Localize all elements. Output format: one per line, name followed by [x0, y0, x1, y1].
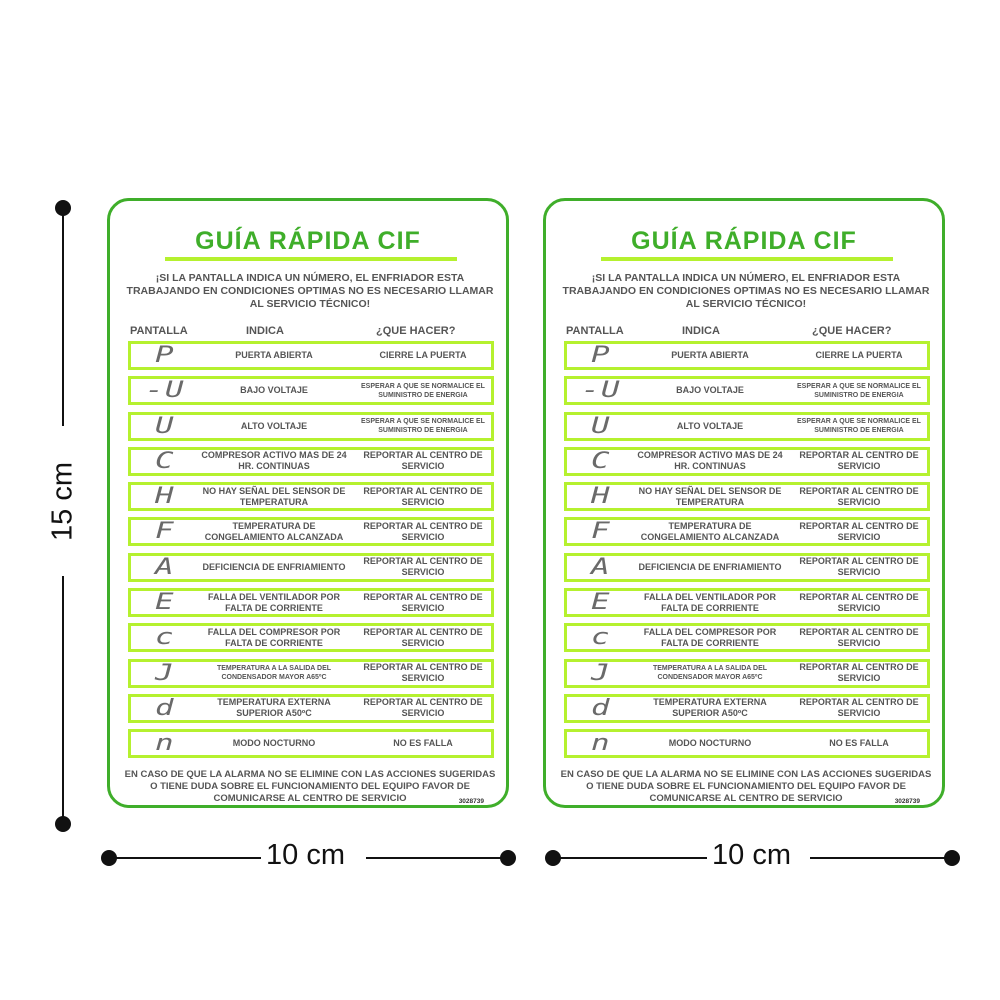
indica-cell: NO HAY SEÑAL DEL SENSOR DE TEMPERATURA [202, 485, 346, 507]
column-headers [110, 325, 506, 339]
height-dimension-line-bottom [62, 576, 64, 824]
indica-cell: BAJO VOLTAJE [676, 385, 744, 396]
width-dimension-line-left-a [109, 857, 261, 859]
que-hacer-cell: REPORTAR AL CENTRO DE SERVICIO [363, 626, 483, 648]
indica-cell: NO HAY SEÑAL DEL SENSOR DE TEMPERATURA [638, 485, 782, 507]
indica-cell: FALLA DEL COMPRESOR POR FALTA DE CORRIENTE [643, 626, 777, 648]
display-code: -U [581, 378, 621, 404]
table-row [564, 659, 930, 688]
display-code: c [155, 625, 175, 651]
que-hacer-cell: CIERRE LA PUERTA [379, 350, 467, 360]
que-hacer-cell: REPORTAR AL CENTRO DE SERVICIO [363, 697, 483, 719]
display-code: H [591, 484, 611, 510]
table-row [564, 376, 930, 405]
indica-cell: COMPRESOR ACTIVO MAS DE 24 HR. CONTINUAS [637, 450, 783, 472]
que-hacer-cell: CIERRE LA PUERTA [815, 350, 903, 360]
guide-card-left [107, 198, 509, 808]
intro-text: ¡SI LA PANTALLA INDICA UN NÚMERO, EL ENFRIADOR ESTA TRABAJANDO EN CONDICIONES OPTIMAS NO ES NECESARIO LLAMAR AL SERVICIO TÉCNICO! [562, 272, 930, 310]
table-row [128, 623, 494, 652]
que-hacer-cell: ESPERAR A QUE SE NORMALICE EL SUMINISTRO DE ENERGIA [361, 418, 485, 435]
indica-cell: ALTO VOLTAJE [676, 420, 744, 431]
indica-cell: FALLA DEL VENTILADOR POR FALTA DE CORRIENTE [207, 591, 340, 613]
title-underline [601, 257, 893, 261]
indica-cell: TEMPERATURA DE CONGELAMIENTO ALCANZADA [204, 520, 344, 542]
que-hacer-cell: REPORTAR AL CENTRO DE SERVICIO [799, 450, 919, 472]
indica-cell: COMPRESOR ACTIVO MAS DE 24 HR. CONTINUAS [201, 450, 347, 472]
product-code: 3028739 [894, 798, 920, 805]
que-hacer-cell: REPORTAR AL CENTRO DE SERVICIO [363, 450, 483, 472]
column-headers [546, 325, 942, 339]
width-dimension-line-right-b [810, 857, 952, 859]
table-row [128, 659, 494, 688]
display-code: F [591, 519, 611, 545]
header-que-hacer: ¿QUE HACER? [812, 325, 892, 337]
table-row [128, 553, 494, 582]
product-code: 3028739 [458, 798, 484, 805]
display-code: d [155, 695, 175, 721]
display-code: n [155, 731, 175, 757]
height-dimension-label: 15 cm [46, 462, 79, 541]
display-code: C [155, 448, 175, 474]
width-dimension-label-right: 10 cm [712, 839, 791, 871]
header-que-hacer: ¿QUE HACER? [376, 325, 456, 337]
display-code: F [155, 519, 175, 545]
header-indica: INDICA [246, 325, 284, 337]
indica-cell: TEMPERATURA DE CONGELAMIENTO ALCANZADA [640, 520, 780, 542]
table-row [128, 517, 494, 546]
indica-cell: TEMPERATURA A LA SALIDA DEL CONDENSADOR MAYOR A65ºC [652, 665, 768, 682]
dimension-dot-bottom [55, 816, 71, 832]
que-hacer-cell: REPORTAR AL CENTRO DE SERVICIO [799, 626, 919, 648]
display-code: P [591, 343, 611, 368]
que-hacer-cell: REPORTAR AL CENTRO DE SERVICIO [799, 697, 919, 719]
width-dimension-line-left-b [366, 857, 508, 859]
table-row [128, 482, 494, 511]
display-code: J [591, 660, 611, 686]
indica-cell: PUERTA ABIERTA [671, 350, 749, 360]
table-row [128, 694, 494, 723]
table-row [128, 412, 494, 441]
table-row [564, 623, 930, 652]
indica-cell: MODO NOCTURNO [668, 738, 752, 749]
header-pantalla: PANTALLA [566, 325, 624, 337]
que-hacer-cell: ESPERAR A QUE SE NORMALICE EL SUMINISTRO DE ENERGIA [797, 418, 921, 435]
table-row [564, 447, 930, 476]
indica-cell: BAJO VOLTAJE [240, 385, 308, 396]
table-row [128, 447, 494, 476]
code-table [128, 341, 494, 765]
que-hacer-cell: ESPERAR A QUE SE NORMALICE EL SUMINISTRO DE ENERGIA [797, 382, 921, 399]
que-hacer-cell: REPORTAR AL CENTRO DE SERVICIO [363, 556, 483, 578]
card-title: GUÍA RÁPIDA CIF [631, 227, 857, 255]
display-code: A [155, 554, 175, 580]
table-row [128, 729, 494, 758]
que-hacer-cell: REPORTAR AL CENTRO DE SERVICIO [799, 662, 919, 684]
table-row [564, 588, 930, 617]
table-row [564, 341, 930, 370]
indica-cell: TEMPERATURA A LA SALIDA DEL CONDENSADOR MAYOR A65ºC [216, 665, 332, 682]
que-hacer-cell: REPORTAR AL CENTRO DE SERVICIO [363, 520, 483, 542]
display-code: E [591, 590, 611, 616]
display-code: c [591, 625, 611, 651]
display-code: J [155, 660, 175, 686]
que-hacer-cell: NO ES FALLA [829, 738, 889, 749]
indica-cell: ALTO VOLTAJE [240, 420, 308, 431]
display-code: A [591, 554, 611, 580]
footer-text: EN CASO DE QUE LA ALARMA NO SE ELIMINE CON LAS ACCIONES SUGERIDAS O TIENE DUDA SOBRE EL FUNCIONAMIENTO DEL EQUIPO FAVOR DE COMUNICARSE AL CENTRO DE SERVICIO [124, 769, 496, 804]
width-dimension-label-left: 10 cm [266, 839, 345, 871]
indica-cell: DEFICIENCIA DE ENFRIAMIENTO [638, 561, 782, 572]
que-hacer-cell: REPORTAR AL CENTRO DE SERVICIO [363, 485, 483, 507]
table-row [564, 482, 930, 511]
intro-text: ¡SI LA PANTALLA INDICA UN NÚMERO, EL ENFRIADOR ESTA TRABAJANDO EN CONDICIONES OPTIMAS NO ES NECESARIO LLAMAR AL SERVICIO TÉCNICO! [126, 272, 494, 310]
title-underline [165, 257, 457, 261]
table-row [128, 341, 494, 370]
indica-cell: DEFICIENCIA DE ENFRIAMIENTO [202, 561, 346, 572]
que-hacer-cell: NO ES FALLA [393, 738, 453, 749]
table-row [128, 376, 494, 405]
display-code: C [591, 448, 611, 474]
footer-text: EN CASO DE QUE LA ALARMA NO SE ELIMINE CON LAS ACCIONES SUGERIDAS O TIENE DUDA SOBRE EL FUNCIONAMIENTO DEL EQUIPO FAVOR DE COMUNICARSE AL CENTRO DE SERVICIO [560, 769, 932, 804]
display-code: n [591, 731, 611, 757]
que-hacer-cell: REPORTAR AL CENTRO DE SERVICIO [799, 591, 919, 613]
table-row [564, 729, 930, 758]
que-hacer-cell: REPORTAR AL CENTRO DE SERVICIO [363, 662, 483, 684]
code-table [564, 341, 930, 765]
display-code: P [155, 343, 175, 368]
guide-card-right [543, 198, 945, 808]
table-row [564, 412, 930, 441]
header-indica: INDICA [682, 325, 720, 337]
header-pantalla: PANTALLA [130, 325, 188, 337]
que-hacer-cell: REPORTAR AL CENTRO DE SERVICIO [799, 485, 919, 507]
que-hacer-cell: ESPERAR A QUE SE NORMALICE EL SUMINISTRO DE ENERGIA [361, 382, 485, 399]
table-row [564, 694, 930, 723]
table-row [564, 553, 930, 582]
height-dimension-line-top [62, 208, 64, 426]
width-dimension-line-right-a [553, 857, 707, 859]
dimension-dot-left-end [500, 850, 516, 866]
indica-cell: PUERTA ABIERTA [235, 350, 313, 360]
table-row [128, 588, 494, 617]
display-code: -U [145, 378, 185, 404]
dimension-dot-right-end [944, 850, 960, 866]
que-hacer-cell: REPORTAR AL CENTRO DE SERVICIO [363, 591, 483, 613]
indica-cell: MODO NOCTURNO [232, 738, 316, 749]
display-code: d [591, 695, 611, 721]
que-hacer-cell: REPORTAR AL CENTRO DE SERVICIO [799, 556, 919, 578]
indica-cell: TEMPERATURA EXTERNA SUPERIOR A50ºC [653, 697, 767, 719]
indica-cell: FALLA DEL COMPRESOR POR FALTA DE CORRIENTE [207, 626, 341, 648]
display-code: U [591, 413, 611, 439]
display-code: H [155, 484, 175, 510]
display-code: E [155, 590, 175, 616]
display-code: U [155, 413, 175, 439]
que-hacer-cell: REPORTAR AL CENTRO DE SERVICIO [799, 520, 919, 542]
table-row [564, 517, 930, 546]
indica-cell: FALLA DEL VENTILADOR POR FALTA DE CORRIENTE [643, 591, 776, 613]
card-title: GUÍA RÁPIDA CIF [195, 227, 421, 255]
indica-cell: TEMPERATURA EXTERNA SUPERIOR A50ºC [217, 697, 331, 719]
